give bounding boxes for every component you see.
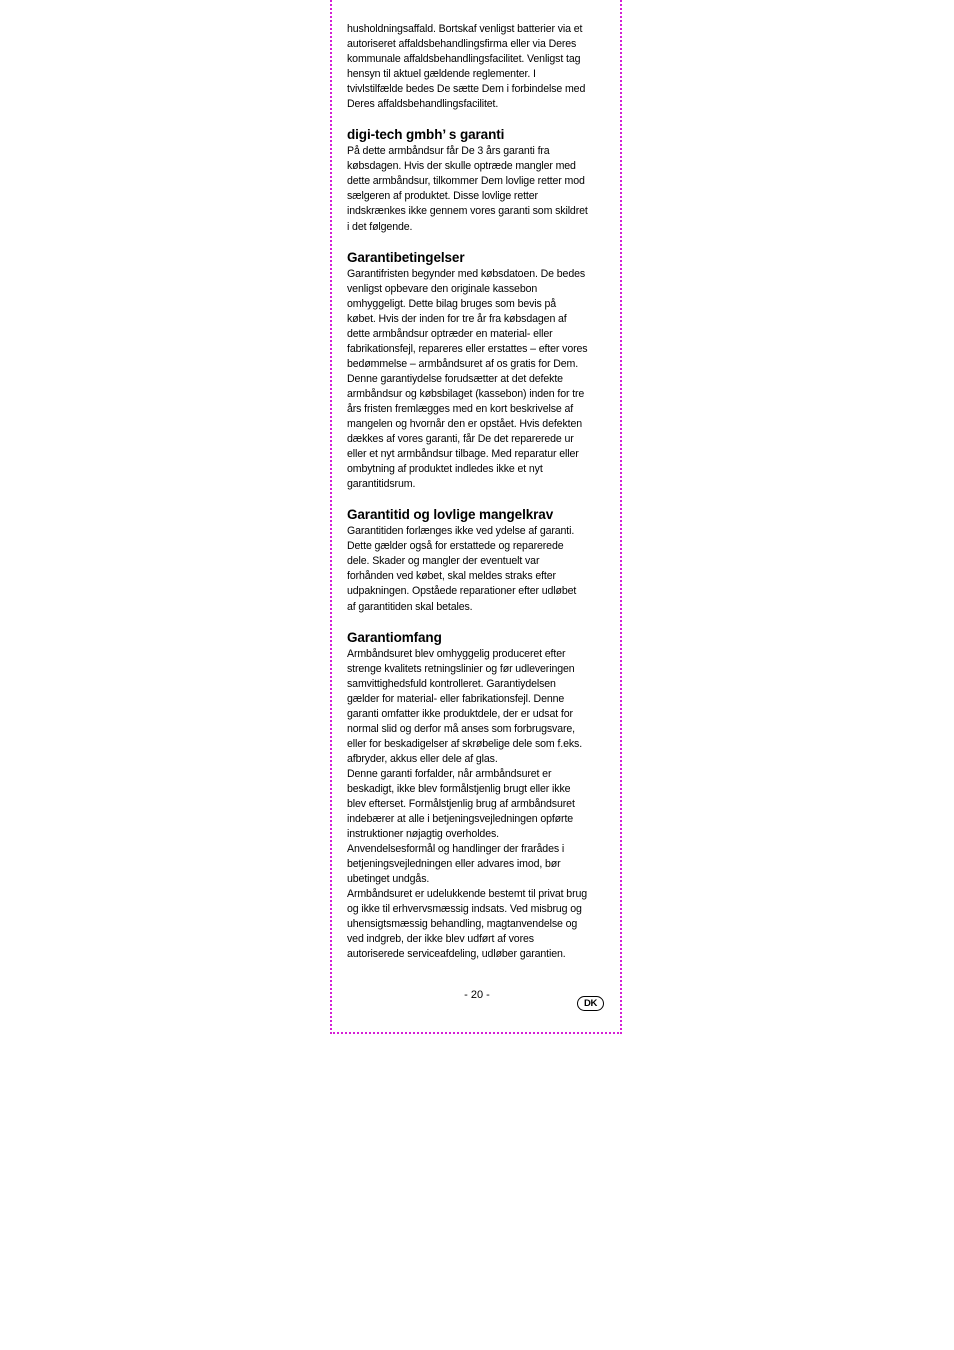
section-heading-garanti: digi-tech gmbh’ s garanti xyxy=(347,127,505,143)
intro-paragraph: husholdningsaffald. Bortskaf venligst batterier via et autoriseret affaldsbehandlingsfirma eller via Deres kommunale affaldsbehandlingsfacilitet. Venligst tag hensyn til aktuel gældende reglementer. I tvivlstilfælde bedes De sætte Dem i forbindelse med Deres affaldsbehandlingsfacilitet. xyxy=(347,23,586,111)
section-body-garanti: På dette armbåndsur får De 3 års garanti fra købsdagen. Hvis der skulle optræde mangler med dette armbåndsur, tilkommer Dem lovlige retter mod sælgeren af produktet. Disse lovlige retter indskrænkes ikke gennem vores garanti som skildret i det følgende. xyxy=(347,145,588,233)
section-heading-garantiomfang: Garantiomfang xyxy=(347,629,442,645)
section-body-garantibetingelser: Garantifristen begynder med købsdatoen. De bedes venligst opbevare den originale kassebon omhyggeligt. Dette bilag bruges som bevis på købet. Hvis der inden for tre år fra købsdagen af dette armbåndsur optræder en material- eller fabrikationsfejl, repareres eller erstattes – efter vores bedømmelse – armbåndsuret af os gratis for Dem. Denne garantiydelse forudsætter at det defekte armbåndsur og købsbilaget (kassebon) inden for tre års fristen fremlægges med en kort beskrivelse af mangelen og hvornår den er opstået. Hvis defekten dækkes af vores garanti, får De det reparerede ur eller et nyt armbåndsur tilbage. Med reparatur eller ombytning af produktet indledes ikke et nyt garantitidsrum. xyxy=(347,267,588,491)
page-number: - 20 - xyxy=(464,989,490,1001)
section-body-garantitid: Garantitiden forlænges ikke ved ydelse af garanti. Dette gælder også for erstattede og reparerede dele. Skader og mangler der eventuelt var forhånden ved købet, skal meldes straks efter udpakningen. Opståede reparationer efter udløbet af garantitiden skal betales. xyxy=(347,525,577,613)
document-content xyxy=(347,22,609,963)
section-heading-garantibetingelser: Garantibetingelser xyxy=(347,249,465,265)
section-heading-garantitid: Garantitid og lovlige mangelkrav xyxy=(347,507,554,523)
section-body-garantiomfang: Armbåndsuret blev omhyggelig produceret efter strenge kvalitets retningslinier og før udleveringen samvittighedsfuld kontrolleret. Garantiydelsen gælder for material- eller fabrikationsfejl. Denne garanti omfatter ikke produktdele, der er udsat for normal slid og derfor må anses som forbrugsvare, eller for beskadigelser af skrøbelige dele som f.eks. afbryder, akkus eller dele af glas. Denne garanti forfalder, når armbåndsuret er beskadigt, ikke blev formålstjenlig brugt eller ikke blev efterset. Formålstjenlig brug af armbåndsuret indebærer at alle i betjeningsvejledningen opførte instruktioner nøjagtig overholdes. Anvendelsesformål og handlinger der frarådes i betjeningsvejledningen eller advares imod, bør ubetinget undgås. Armbåndsuret er udelukkende bestemt til privat brug og ikke til erhvervsmæssig indsats. Ved misbrug og uhensigtsmæssig behandling, magtanvendelse og ved indgreb, der ikke blev udført af vores autoriserede serviceafdeling, udløber garantien. xyxy=(347,647,588,961)
language-badge: DK xyxy=(577,996,604,1011)
